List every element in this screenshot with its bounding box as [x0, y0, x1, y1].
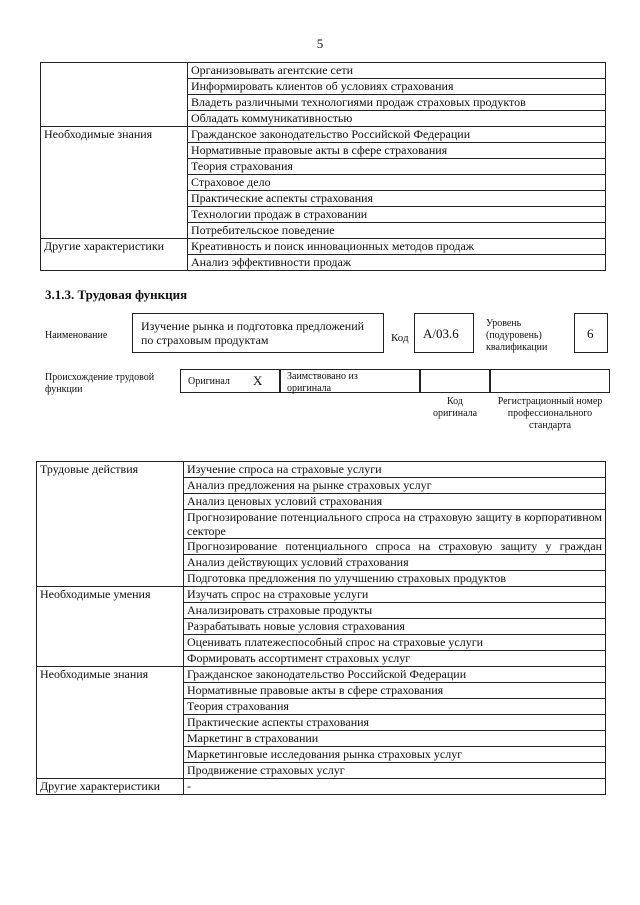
table-cell: Теория страхования [188, 159, 606, 175]
code-label: Код [391, 332, 409, 344]
row-group-label: Другие характеристики [37, 779, 184, 795]
table-cell: Анализ эффективности продаж [188, 255, 606, 271]
row-group-label: Необходимые умения [37, 587, 184, 667]
table-cell: Потребительское поведение [188, 223, 606, 239]
table-cell: Прогнозирование потенциального спроса на страховую защиту в корпоративном секторе [184, 510, 606, 539]
table-cell: Нормативные правовые акты в сфере страхования [188, 143, 606, 159]
table-cell: Организовывать агентские сети [188, 63, 606, 79]
table-cell: Гражданское законодательство Российской Федерации [188, 127, 606, 143]
table-cell: Маркетинговые исследования рынка страховых услуг [184, 747, 606, 763]
page-number: 5 [316, 36, 324, 51]
row-group-label: Необходимые знания [41, 127, 188, 239]
reg-number-box [490, 369, 610, 393]
table-cell: Продвижение страховых услуг [184, 763, 606, 779]
level-label: Уровень (подуровень) квалификации [486, 318, 548, 353]
table-cell: Оценивать платежеспособный спрос на страховые услуги [184, 635, 606, 651]
table-cell: Креативность и поиск инновационных методов продаж [188, 239, 606, 255]
code-value: A/03.6 [423, 326, 459, 341]
table-row [41, 63, 606, 79]
original-mark: X [253, 373, 263, 388]
code-caption: Код оригинала [432, 396, 478, 419]
table-cell: Гражданское законодательство Российской Федерации [184, 667, 606, 683]
reg-caption: Регистрационный номер профессионального стандарта [497, 396, 603, 431]
table-cell: Технологии продаж в страховании [188, 207, 606, 223]
original-box [180, 369, 280, 393]
table-row [41, 127, 606, 143]
row-group-label: Необходимые знания [37, 667, 184, 779]
table-cell: Анализ ценовых условий страхования [184, 494, 606, 510]
original-code-box [420, 369, 490, 393]
level-value: 6 [587, 326, 594, 341]
level-box [574, 313, 608, 353]
origin-label: Происхождение трудовой функции [45, 372, 155, 395]
borrowed-box [280, 369, 420, 393]
function-name-value: Изучение рынка и подготовка предложений по страховым продуктам [141, 319, 365, 347]
table-row [41, 239, 606, 255]
table-cell: Прогнозирование потенциального спроса на страховую защиту у граждан [184, 539, 606, 555]
table-cell: Маркетинг в страховании [184, 731, 606, 747]
table-cell: Анализ действующих условий страхования [184, 555, 606, 571]
table-row [37, 587, 606, 603]
table-row [37, 462, 606, 478]
table-cell: Подготовка предложения по улучшению страховых продуктов [184, 571, 606, 587]
table-row [37, 667, 606, 683]
table-cell: - [184, 779, 606, 795]
borrowed-label: Заимствовано из оригинала [287, 371, 358, 394]
table-cell: Информировать клиентов об условиях страхования [188, 79, 606, 95]
table-cell: Теория страхования [184, 699, 606, 715]
table-cell: Анализировать страховые продукты [184, 603, 606, 619]
table-cell: Анализ предложения на рынке страховых услуг [184, 478, 606, 494]
table-row [37, 779, 606, 795]
table-cell: Нормативные правовые акты в сфере страхования [184, 683, 606, 699]
row-group-label [41, 63, 188, 127]
table-cell: Изучение спроса на страховые услуги [184, 462, 606, 478]
table-cell: Страховое дело [188, 175, 606, 191]
table-cell: Практические аспекты страхования [188, 191, 606, 207]
table-cell: Обладать коммуникативностью [188, 111, 606, 127]
table-cell: Формировать ассортимент страховых услуг [184, 651, 606, 667]
row-group-label: Трудовые действия [37, 462, 184, 587]
function-name-box [132, 313, 384, 353]
top-skills-table [40, 62, 606, 271]
function-details-table [36, 461, 606, 795]
table-cell: Практические аспекты страхования [184, 715, 606, 731]
section-title: 3.1.3. Трудовая функция [45, 287, 188, 302]
name-label: Наименование [45, 330, 108, 341]
original-label: Оригинал [188, 376, 230, 387]
table-cell: Владеть различными технологиями продаж страховых продуктов [188, 95, 606, 111]
code-box [414, 313, 474, 353]
row-group-label: Другие характеристики [41, 239, 188, 271]
table-cell: Разрабатывать новые условия страхования [184, 619, 606, 635]
table-cell: Изучать спрос на страховые услуги [184, 587, 606, 603]
